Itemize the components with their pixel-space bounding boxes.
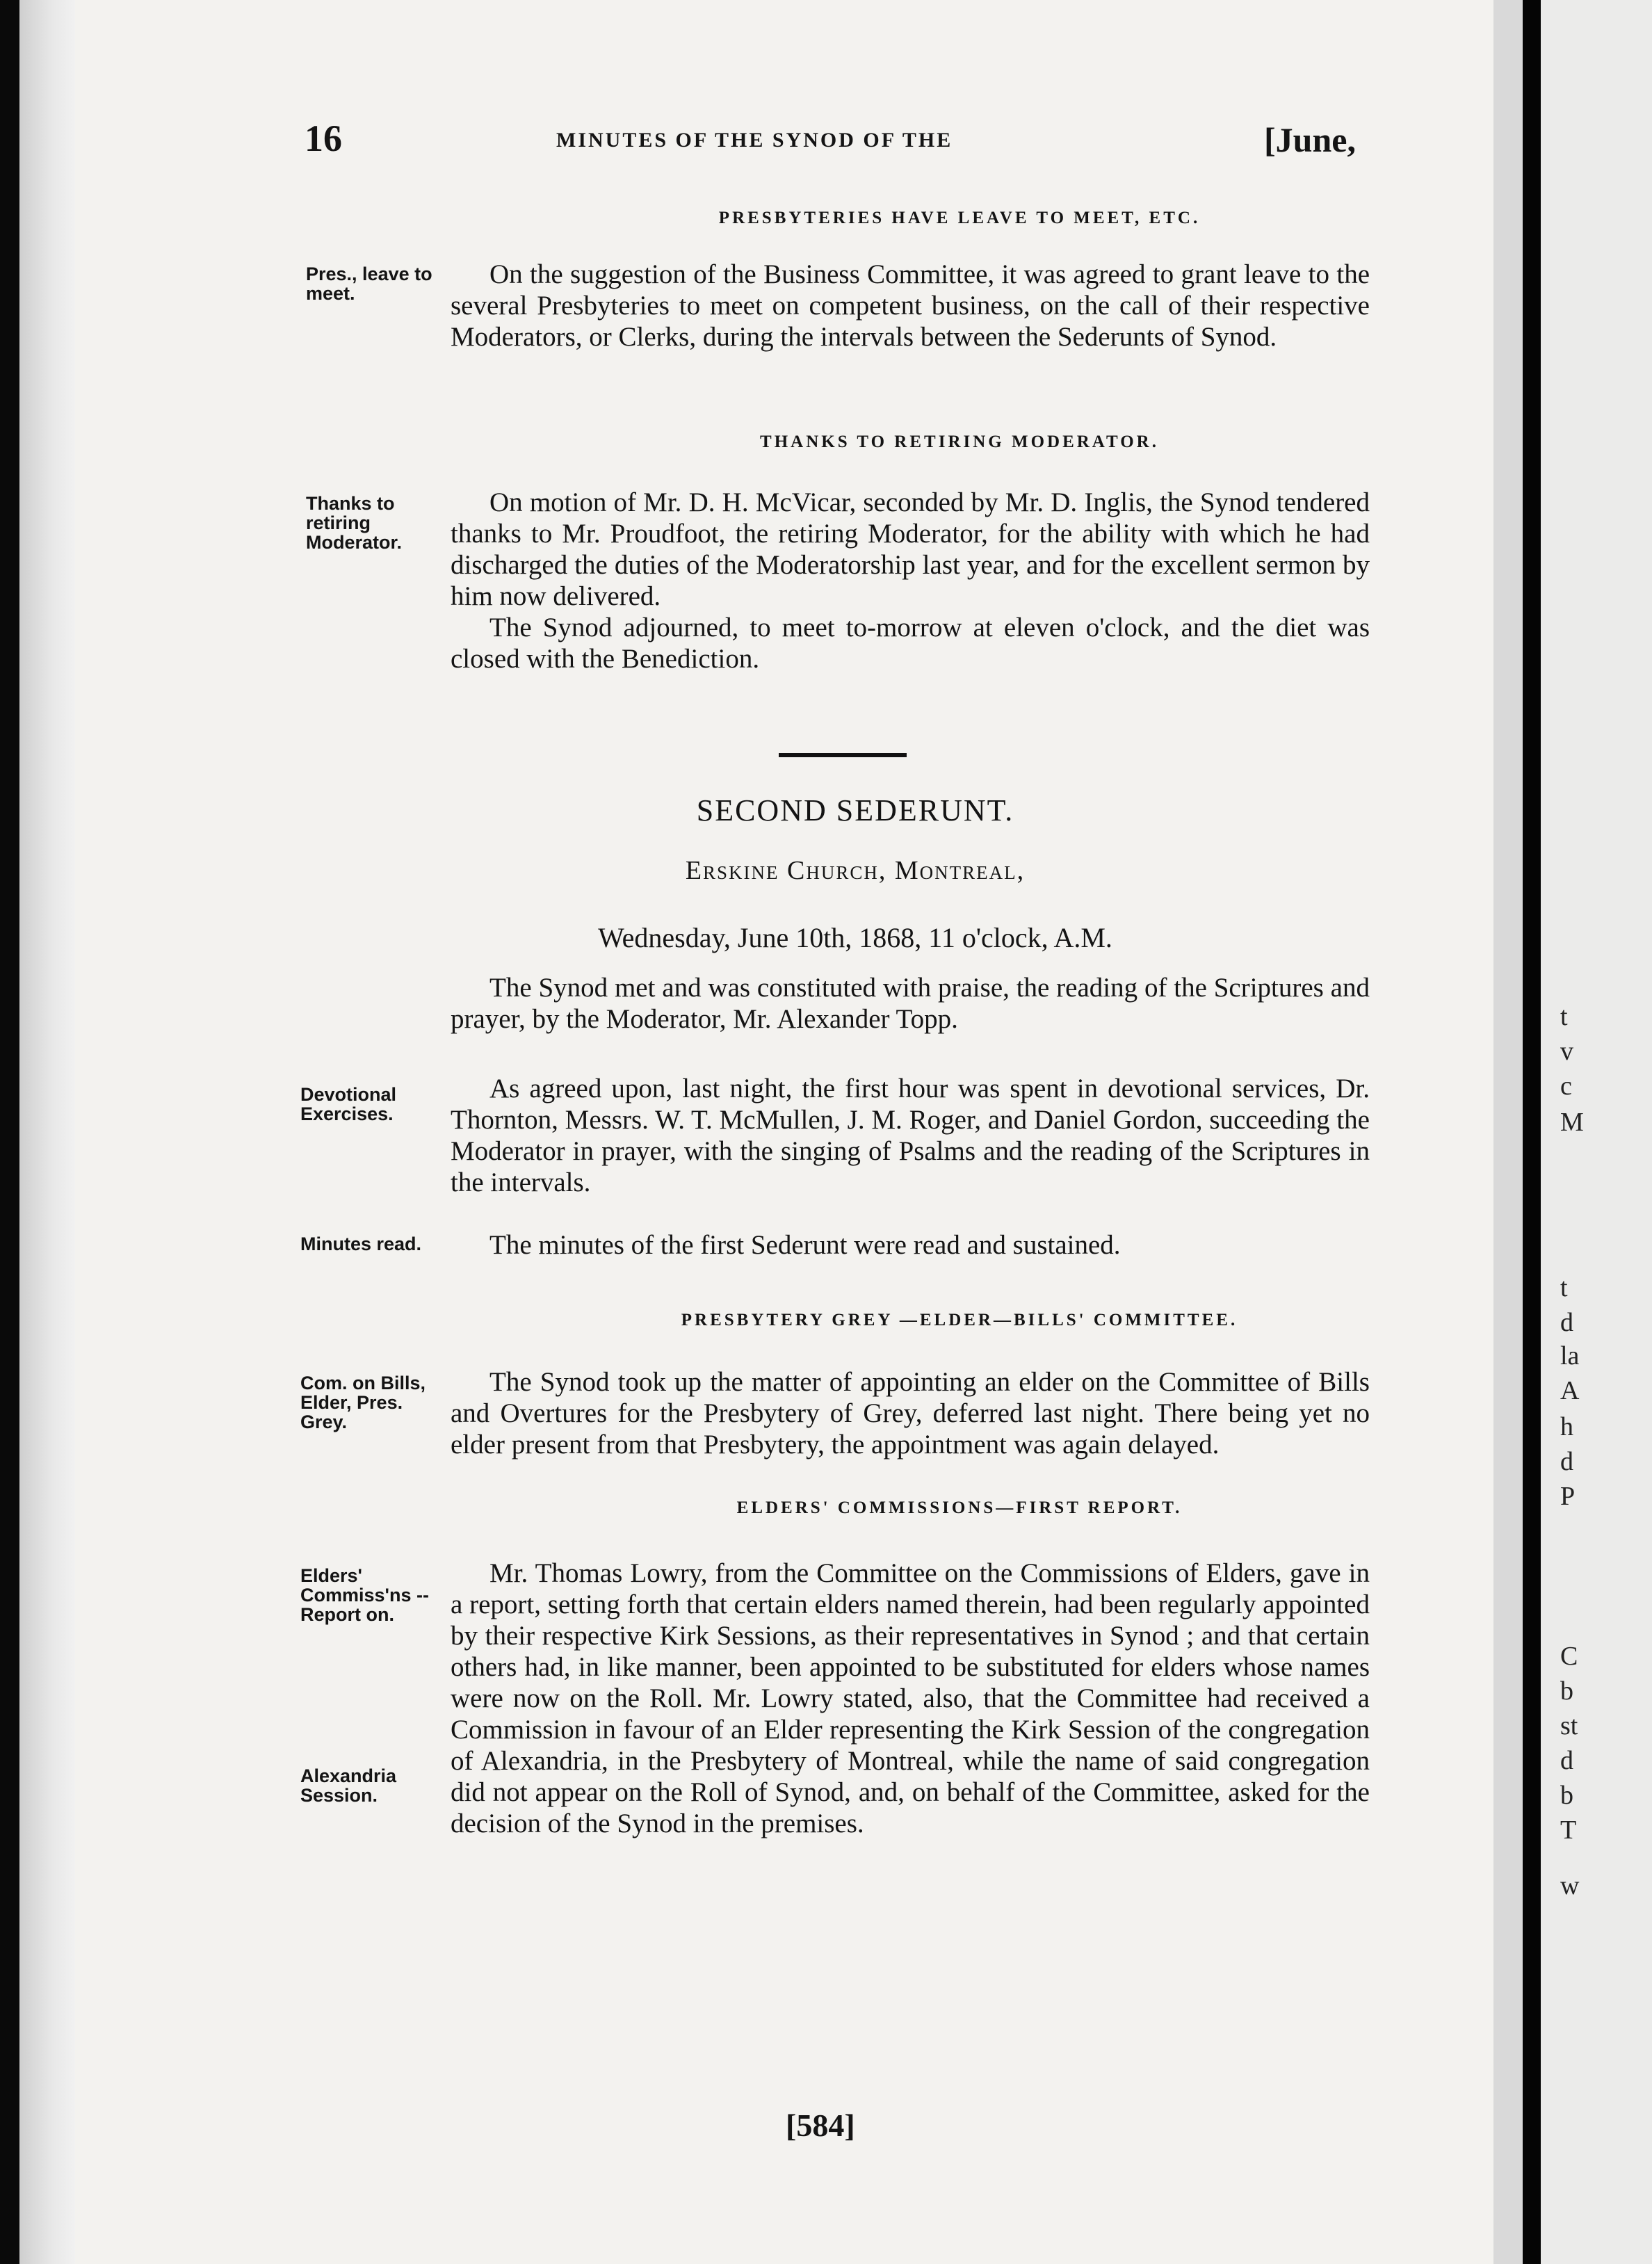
margin-note-minutes: Minutes read. xyxy=(300,1234,422,1254)
paragraph-constituted xyxy=(451,972,1370,1035)
paragraph-text: On motion of Mr. D. H. McVicar, seconded by Mr. D. Inglis, the Synod tendered thanks to Mr. Proudfoot, the retiring Moderator, for the ability with which he had discharged the duties of the Moderatorship last year, and for the excellent sermon by him now delivered. xyxy=(451,487,1370,611)
scan-border xyxy=(0,0,19,2264)
paragraph-text: Mr. Thomas Lowry, from the Committee on the Commissions of Elders, gave in a report, setting forth that certain elders named therein, had been regularly appointed by their respective Kirk Sessions, as their representatives in Synod ; and that certain others had, in like manner, been appointed to be substituted for elders whose names were now on the Roll. Mr. Lowry stated, also, that the Committee had received a Commission in favour of an Elder representing the Kirk Session of the congregation of Alexandria, in the Presbytery of Montreal, while the name of said congregation did not appear on the Roll of Synod, and, on behalf of the Committee, asked for the decision of the Synod in the premises. xyxy=(451,1558,1370,1838)
section-heading-elders: ELDERS' COMMISSIONS—FIRST REPORT. xyxy=(736,1498,1183,1517)
page-folio: [584] xyxy=(786,2108,855,2143)
margin-note-elders: Elders' Commiss'ns --Report on. xyxy=(300,1565,429,1625)
running-head-month: [June, xyxy=(1264,120,1356,159)
adjacent-page-edge xyxy=(1541,0,1652,2264)
adjacent-page-fragment: P xyxy=(1560,1482,1576,1511)
adjacent-page-fragment: d xyxy=(1560,1447,1573,1476)
paragraph-text: The Synod adjourned, to meet to-morrow at eleven o'clock, and the diet was closed with the Benediction. xyxy=(451,613,1370,674)
paragraph-leave xyxy=(451,259,1370,353)
adjacent-page-fragment: la xyxy=(1560,1341,1580,1370)
paragraph-text: The Synod met and was constituted with praise, the reading of the Scriptures and prayer, by the Moderator, Mr. Alexander Topp. xyxy=(451,973,1370,1034)
sederunt-date: Wednesday, June 10th, 1868, 11 o'clock, A.M. xyxy=(598,922,1112,953)
paragraph-text: As agreed upon, last night, the first hour was spent in devotional services, Dr. Thornton, Messrs. W. T. McMullen, J. M. Roger, and Daniel Gordon, succeeding the Moderator in prayer, with the singing of Psalms and the reading of the Scriptures in the intervals. xyxy=(451,1074,1370,1197)
sederunt-title: SECOND SEDERUNT. xyxy=(696,793,1014,827)
paragraph-minutes xyxy=(451,1229,1370,1261)
adjacent-page-fragment: d xyxy=(1560,1308,1573,1337)
section-heading-thanks: THANKS TO RETIRING MODERATOR. xyxy=(760,432,1159,451)
adjacent-page-fragment: t xyxy=(1560,1002,1568,1031)
paragraph-thanks xyxy=(451,487,1370,674)
sederunt-place: Erskine Church, Montreal, xyxy=(685,856,1026,885)
paragraph-text: On the suggestion of the Business Committee, it was agreed to grant leave to the several Presbyteries to meet on competent business, on the call of their respective Moderators, or Clerks, during the intervals between the Sederunts of Synod. xyxy=(451,259,1370,352)
page-gutter xyxy=(1493,0,1523,2264)
section-heading-leave: PRESBYTERIES HAVE LEAVE TO MEET, ETC. xyxy=(718,209,1201,227)
margin-note-thanks: Thanks to retiring Moderator. xyxy=(306,493,403,553)
adjacent-page-fragment: st xyxy=(1560,1711,1578,1740)
adjacent-page-fragment: v xyxy=(1560,1037,1573,1066)
paragraph-devotional xyxy=(451,1073,1370,1198)
adjacent-page-fragment: c xyxy=(1560,1072,1572,1101)
adjacent-page-fragment: C xyxy=(1560,1642,1578,1671)
page-number: 16 xyxy=(305,118,342,159)
adjacent-page-fragment: d xyxy=(1560,1746,1573,1775)
adjacent-page-fragment: t xyxy=(1560,1273,1568,1302)
adjacent-page-fragment: h xyxy=(1560,1412,1573,1441)
margin-note-leave: Pres., leave to meet. xyxy=(306,264,432,304)
adjacent-page-fragment: M xyxy=(1560,1108,1584,1137)
book-spine xyxy=(1523,0,1541,2264)
paragraph-elders xyxy=(451,1558,1370,1839)
adjacent-page-fragment: b xyxy=(1560,1676,1573,1706)
margin-note-alexandria: Alexandria Session. xyxy=(300,1765,397,1806)
margin-note-grey: Com. on Bills, Elder, Pres. Grey. xyxy=(300,1373,426,1432)
adjacent-page-fragment: b xyxy=(1560,1781,1573,1810)
section-heading-grey: PRESBYTERY GREY —ELDER—BILLS' COMMITTEE. xyxy=(681,1311,1238,1329)
adjacent-page-fragment: w xyxy=(1560,1871,1580,1900)
paragraph-text: The minutes of the first Sederunt were read and sustained. xyxy=(489,1230,1121,1260)
adjacent-page-fragment: A xyxy=(1560,1376,1580,1405)
adjacent-page-fragment: T xyxy=(1560,1816,1577,1845)
paragraph-text: The Synod took up the matter of appointing an elder on the Committee of Bills and Overtures for the Presbytery of Grey, deferred last night. There being yet no elder present from that Presbytery, the appointment was again delayed. xyxy=(451,1367,1370,1460)
running-head: MINUTES OF THE SYNOD OF THE xyxy=(556,129,953,152)
margin-note-devotional: Devotional Exercises. xyxy=(300,1084,397,1124)
section-divider xyxy=(779,753,907,757)
binding-edge xyxy=(19,0,75,2264)
paragraph-grey xyxy=(451,1366,1370,1460)
